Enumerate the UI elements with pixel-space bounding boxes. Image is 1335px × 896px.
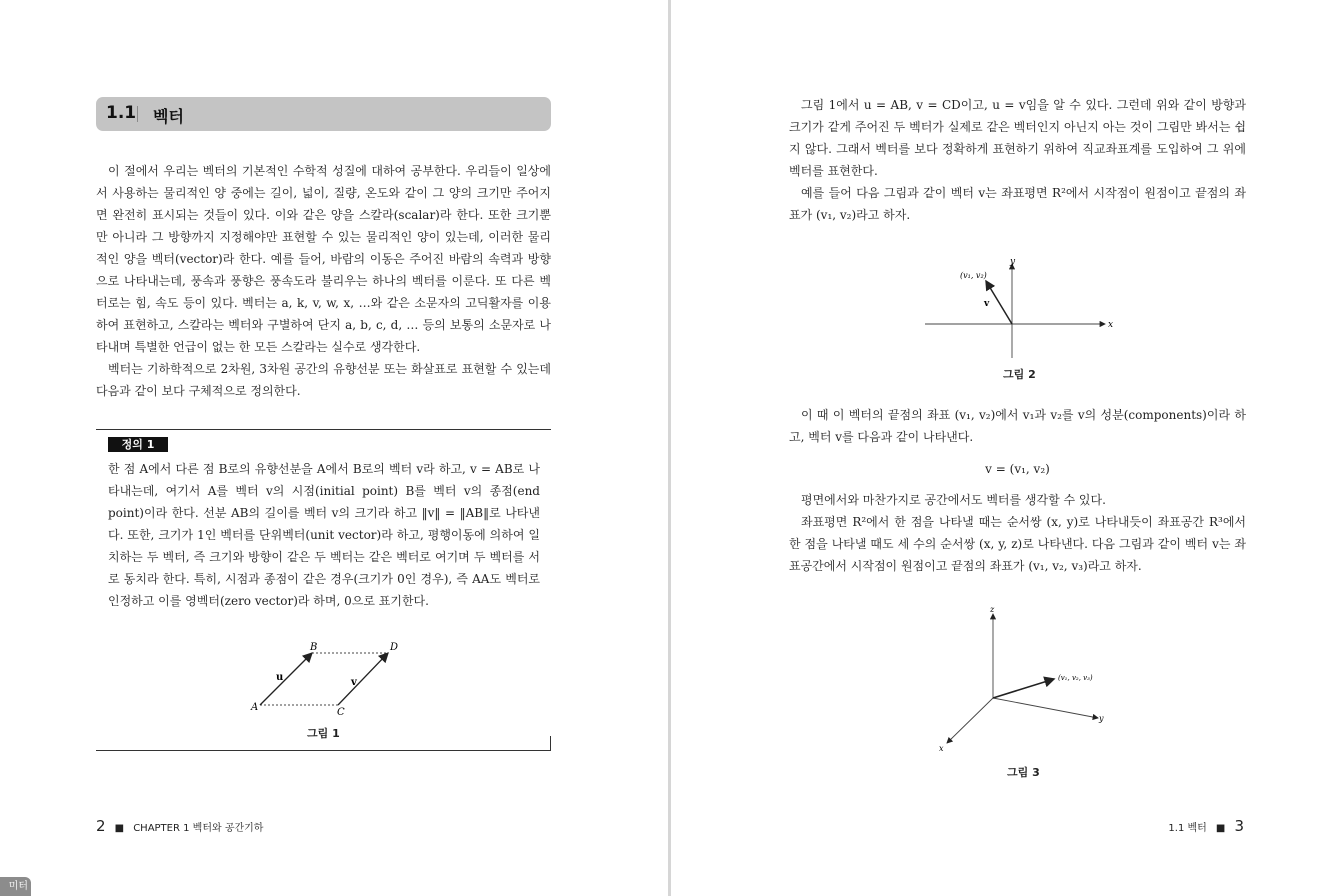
figure-2-plane-vector bbox=[920, 256, 1120, 361]
footer-bullet: ■ bbox=[114, 823, 125, 834]
intro-paragraph: 이 절에서 우리는 벡터의 기본적인 수학적 성질에 대하여 공부한다. 우리들이 일상에서 사용하는 물리적인 양 중에는 길이, 넓이, 질량, 온도와 같이 그 양의 크기만 주어지면 완전히 표시되는 것들이 있다. 이와 같은 양을 스칼라(scalar)라 한다. 또한 크기뿐만 아니라 그 방향까지 지정해야만 표현할 수 있는 물리적인 양이 있는데, 이러한 물리적인 양을 벡터(vector)라 한다. 예를 들어, 바람의 이동은 주어진 바람의 속력과 방향으로 나타내는데, 풍속과 풍향은 풍속도라 불리우는 하나의 벡터를 이룬다. 또 다른 벡터로는 힘, 속도 등이 있다. 벡터는 a, k, v, w, x, …와 같은 소문자의 고딕활자를 이용하여 표현하고, 스칼라는 벡터와 구별하여 단지 a, b, c, d, … 등의 보통의 소문자로 나타내며 특별한 언급이 없는 한 모든 스칼라는 실수로 생각한다. bbox=[96, 164, 551, 354]
definition-side-rule bbox=[550, 736, 551, 751]
footer-section: 1.1 벡터 bbox=[1168, 823, 1207, 834]
section-header bbox=[96, 97, 551, 131]
right-top-text bbox=[789, 94, 1246, 226]
vector-u-label: u bbox=[276, 672, 284, 683]
x-axis-label: x bbox=[1108, 320, 1114, 330]
point-b-label: B bbox=[310, 642, 318, 653]
point-v1v2v3-label: (v₁, v₂, v₃) bbox=[1058, 674, 1093, 682]
left-footer bbox=[96, 816, 263, 835]
vector-v-label: v bbox=[351, 677, 357, 688]
point-v1v2-label: (v₁, v₂) bbox=[960, 271, 987, 280]
y-axis bbox=[993, 698, 1098, 718]
point-c-label: C bbox=[337, 707, 345, 718]
x-axis bbox=[947, 698, 993, 743]
right-bottom-text bbox=[789, 489, 1246, 577]
definition-body bbox=[108, 458, 540, 612]
section-title: 벡터 bbox=[153, 107, 184, 126]
y-axis-label: y bbox=[1099, 714, 1104, 723]
footer-bullet: ■ bbox=[1215, 823, 1226, 834]
chapter-title: CHAPTER 1 벡터와 공간기하 bbox=[133, 823, 264, 834]
right-paragraph: 평면에서와 마찬가지로 공간에서도 벡터를 생각할 수 있다. bbox=[801, 493, 1106, 507]
right-page-number: 3 bbox=[1234, 817, 1244, 835]
definition-bottom-rule bbox=[96, 750, 551, 751]
left-page-number: 2 bbox=[96, 817, 106, 835]
z-axis-label: z bbox=[990, 605, 995, 614]
definition-label: 정의 1 bbox=[108, 437, 168, 452]
figure-2-caption: 그림 2 bbox=[1003, 368, 1036, 381]
intro-paragraph: 벡터는 기하학적으로 2차원, 3차원 공간의 유향선분 또는 화살표로 표현할 수 있는데 다음과 같이 보다 구체적으로 정의한다. bbox=[96, 362, 551, 398]
x-axis-label: x bbox=[939, 744, 944, 753]
intro-text bbox=[96, 160, 551, 402]
vector-u-arrow bbox=[260, 653, 312, 705]
vector-v-label: v bbox=[984, 299, 990, 309]
right-footer bbox=[1168, 816, 1244, 835]
vector-v-arrow bbox=[338, 653, 388, 705]
figure-1-caption: 그림 1 bbox=[307, 727, 340, 740]
right-paragraph: 좌표평면 R²에서 한 점을 나타낼 때는 순서쌍 (x, y)로 나타내듯이 좌표공간 R³에서 한 점을 나타낼 때도 세 수의 순서쌍 (x, y, z)로 나타낸다. 다음 그림과 같이 벡터 v는 좌표공간에서 시작점이 원점이고 끝점의 좌표가 (v₁, v₂, v₃)라고 하자. bbox=[789, 515, 1246, 573]
definition-top-rule bbox=[96, 429, 551, 430]
figure-3-space-vector bbox=[932, 600, 1112, 755]
figure-1-parallelogram bbox=[240, 638, 410, 720]
component-equation: v = (v₁, v₂) bbox=[985, 462, 1050, 476]
point-a-label: A bbox=[251, 702, 259, 713]
bottom-tab[interactable]: 미터 bbox=[0, 877, 31, 896]
right-paragraph: 이 때 이 벡터의 끝점의 좌표 (v₁, v₂)에서 v₁과 v₂를 v의 성분(components)이라 하고, 벡터 v를 다음과 같이 나타낸다. bbox=[789, 408, 1246, 444]
figure-3-caption: 그림 3 bbox=[1007, 766, 1040, 779]
definition-text: 한 점 A에서 다른 점 B로의 유향선분을 A에서 B로의 벡터 v라 하고, v = AB로 나타내는데, 여기서 A를 벡터 v의 시점(initial point) B를 벡터 v의 종점(end point)이라 한다. 선분 AB의 길이를 벡터 v의 크기라 하고 ‖v‖ = ‖AB‖로 나타낸다. 또한, 크기가 1인 벡터를 단위벡터(unit vector)라 하고, 평행이동에 의하여 일치하는 두 벡터, 즉 크기와 방향이 같은 두 벡터는 같은 벡터로 여기며 두 벡터를 서로 동치라 한다. 특히, 시점과 종점이 같은 경우(크기가 0인 경우), 즉 AA도 벡터로 인정하고 이를 영벡터(zero vector)라 하며, 0으로 표기한다. bbox=[108, 462, 540, 608]
point-d-label: D bbox=[390, 642, 399, 653]
right-paragraph: 예를 들어 다음 그림과 같이 벡터 v는 좌표평면 R²에서 시작점이 원점이고 끝점의 좌표가 (v₁, v₂)라고 하자. bbox=[789, 186, 1246, 222]
section-number: 1.1 bbox=[106, 103, 137, 123]
vector-v-arrow bbox=[986, 281, 1012, 324]
section-separator bbox=[137, 106, 138, 122]
right-paragraph: 그림 1에서 u = AB, v = CD이고, u = v임을 알 수 있다. 그런데 위와 같이 방향과 크기가 같게 주어진 두 벡터가 실제로 같은 벡터인지 아닌지 아는 것이 그림만 봐서는 쉽지 않다. 그래서 벡터를 보다 정확하게 표현하기 위하여 직교좌표계를 도입하여 그 위에 벡터를 표현한다. bbox=[789, 98, 1246, 178]
y-axis-label: y bbox=[1010, 257, 1016, 267]
right-mid-text bbox=[789, 404, 1246, 448]
vector-v-arrow bbox=[993, 679, 1054, 698]
